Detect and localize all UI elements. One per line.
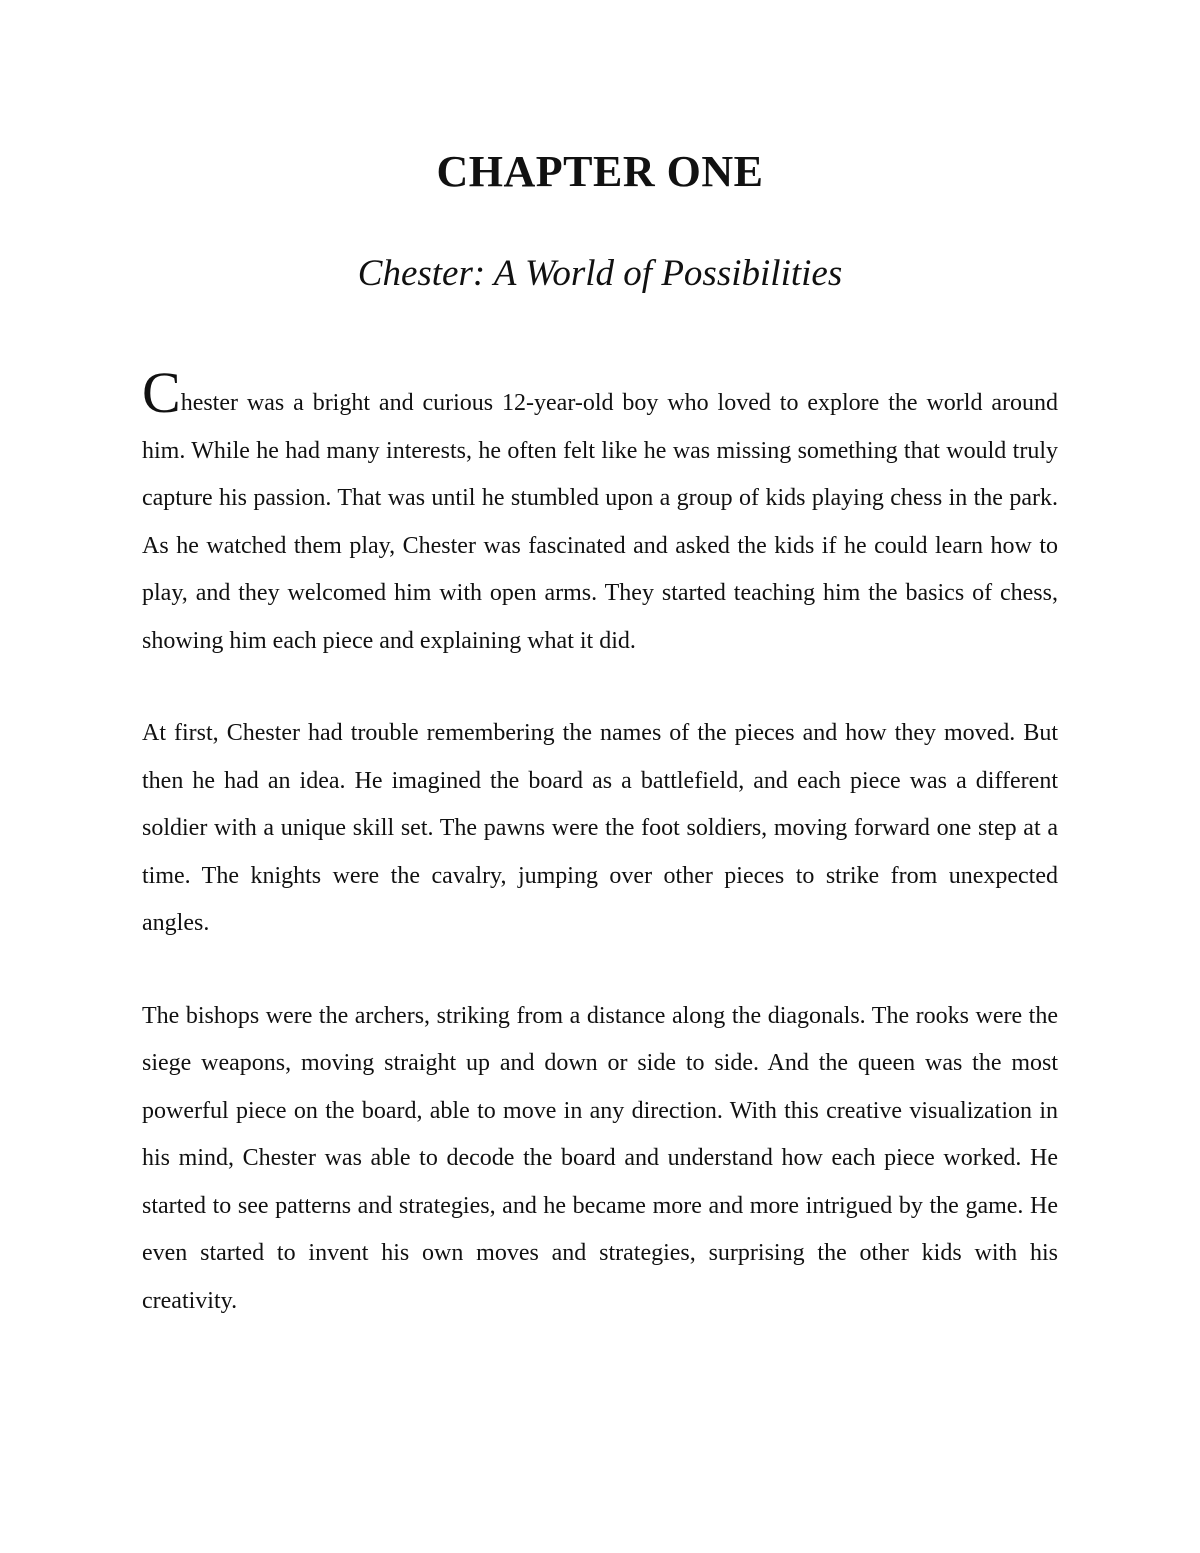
paragraph-1-text: hester was a bright and curious 12-year-old boy who loved to explore the world around him. While he had many interests, he often felt like he was missing something that would truly capture his passion. That was until he stumbled upon a group of kids playing chess in the park. As he watched them play, Chester was fascinated and asked the kids if he could learn how to play, and they welcomed him with open arms. They started teaching him the basics of chess, showing him each piece and explaining what it did.: [142, 390, 1058, 654]
paragraph-1: [142, 360, 1058, 665]
paragraph-2: At first, Chester had trouble remembering the names of the pieces and how they moved. But then he had an idea. He imagined the board as a battlefield, and each piece was a different soldier with a unique skill set. The pawns were the foot soldiers, moving forward one step at a time. The knights were the cavalry, jumping over other pieces to strike from unexpected angles.: [142, 720, 1058, 936]
chapter-body: [142, 360, 1058, 1325]
chapter-title: CHAPTER ONE: [436, 147, 764, 196]
paragraph-3: The bishops were the archers, striking from a distance along the diagonals. The rooks were the siege weapons, moving straight up and down or side to side. And the queen was the most powerful piece on the board, able to move in any direction. With this creative visualization in his mind, Chester was able to decode the board and understand how each piece worked. He started to see patterns and strategies, and he became more and more intrigued by the game. He even started to invent his own moves and strategies, surprising the other kids with his creativity.: [142, 1002, 1058, 1314]
drop-cap: C: [142, 360, 181, 425]
chapter-subtitle: Chester: A World of Possibilities: [357, 253, 843, 294]
